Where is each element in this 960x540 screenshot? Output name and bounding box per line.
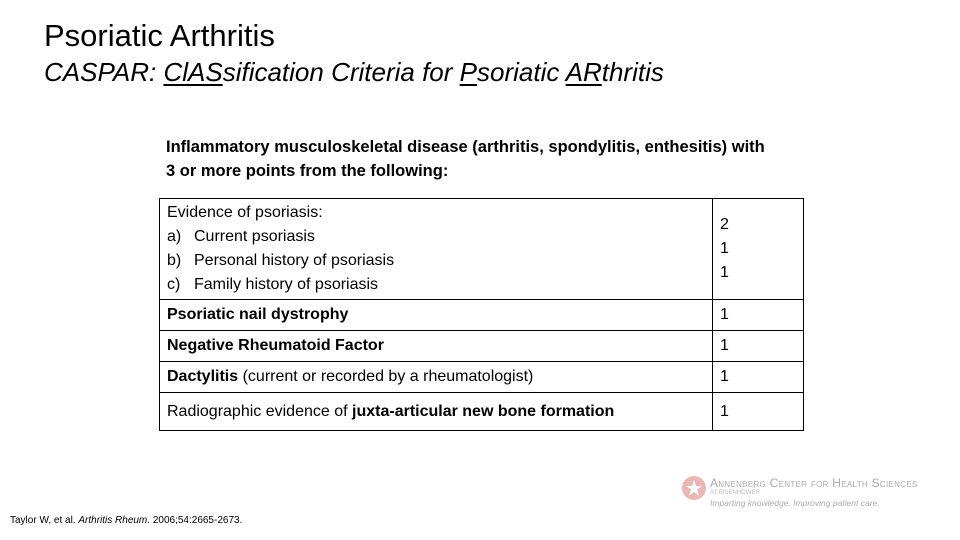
star-emblem-icon — [682, 476, 706, 500]
subtitle-underlined-part: AS — [188, 57, 223, 87]
criterion-option — [167, 225, 705, 249]
annenberg-logo — [682, 474, 932, 514]
option-letter: c) — [167, 276, 181, 293]
subtitle-underlined-part: AR — [565, 57, 602, 87]
criteria-intro: Inflammatory musculoskeletal disease (arthritis, spondylitis, enthesitis) with 3 or more points from the following: — [166, 138, 765, 180]
option-letter: a) — [167, 228, 182, 245]
table-row — [160, 199, 804, 300]
criterion-cell — [160, 393, 713, 431]
criterion-cell — [160, 362, 713, 393]
subtitle-part: thritis — [601, 57, 664, 87]
criterion-label: Psoriatic nail dystrophy — [167, 306, 349, 323]
table-row — [160, 300, 804, 331]
option-text: Personal history of psoriasis — [194, 252, 395, 269]
table-row — [160, 362, 804, 393]
criterion-cell — [160, 331, 713, 362]
slide-title: Psoriatic Arthritis — [44, 18, 275, 53]
logo-name: Annenberg Center for Health Sciences — [710, 476, 918, 490]
criterion-label-pre: Radiographic evidence of — [167, 402, 353, 420]
criteria-table — [159, 198, 804, 431]
points-cell — [713, 199, 804, 300]
subtitle-underlined-part: P — [459, 57, 477, 87]
option-text: Family history of psoriasis — [194, 276, 379, 293]
points-value: 1 — [713, 362, 804, 393]
option-letter: b) — [167, 252, 182, 269]
points-value: 2 — [720, 216, 729, 233]
criterion-option — [167, 273, 705, 297]
logo-subtitle: AT EISENHOWER — [710, 490, 760, 496]
table-row — [160, 393, 804, 431]
criterion-option — [167, 249, 705, 273]
criterion-label-bold: juxta-articular new bone formation — [352, 402, 615, 420]
criterion-heading: Evidence of psoriasis: — [167, 204, 323, 221]
criterion-label-bold: Dactylitis — [167, 368, 239, 385]
points-value: 1 — [713, 393, 804, 431]
subtitle-underlined-part: Cl — [163, 57, 188, 87]
citation-authors: Taylor W, et al. — [10, 515, 79, 526]
logo-tagline: Imparting knowledge. Improving patient care. — [710, 498, 880, 508]
points-value: 1 — [713, 331, 804, 362]
subtitle-part: soriatic — [477, 57, 566, 87]
citation-journal: Arthritis Rheum. — [78, 515, 151, 526]
points-value: 1 — [713, 300, 804, 331]
criterion-label-rest: (current or recorded by a rheumatologist) — [238, 368, 534, 385]
criterion-cell — [160, 199, 713, 300]
citation-details: 2006;54:2665-2673. — [150, 515, 243, 526]
points-value: 1 — [720, 240, 729, 257]
criterion-cell — [160, 300, 713, 331]
table-row — [160, 331, 804, 362]
points-value: 1 — [720, 264, 729, 281]
subtitle-part: CASPAR: — [44, 57, 164, 87]
slide-subtitle — [44, 56, 664, 88]
criterion-label: Negative Rheumatoid Factor — [167, 337, 384, 354]
citation — [10, 515, 242, 526]
option-text: Current psoriasis — [194, 228, 315, 245]
subtitle-part: sification Criteria for — [222, 57, 460, 87]
